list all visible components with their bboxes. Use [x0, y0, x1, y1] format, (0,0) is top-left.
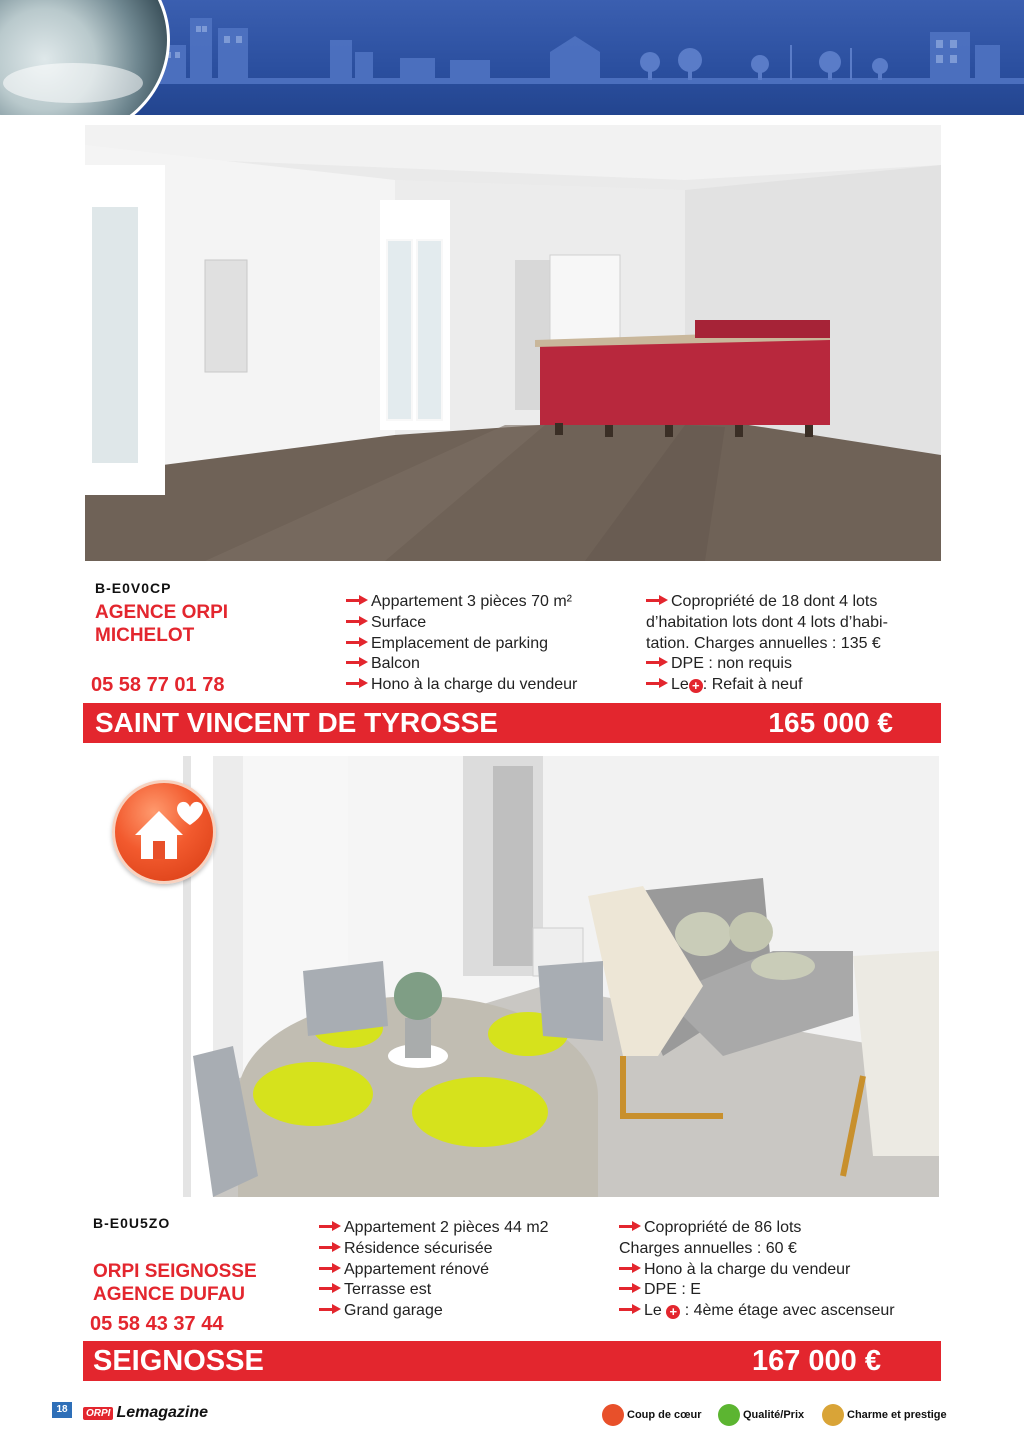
surf-wave-photo: [0, 0, 170, 115]
arrow-right-icon: [319, 1304, 341, 1314]
list-item: Terrasse est: [319, 1280, 549, 1301]
listing-1-price-bar: [83, 703, 941, 743]
list-item: Copropriété de 86 lots: [619, 1218, 895, 1239]
listing-2-features-left: [319, 1218, 549, 1322]
arrow-right-icon: [346, 595, 368, 605]
list-item: Emplacement de parking: [346, 634, 577, 655]
listing-2-agency-line-1: ORPI SEIGNOSSE: [93, 1261, 257, 1282]
list-item: Appartement 3 pièces 70 m²: [346, 592, 577, 613]
arrow-right-icon: [319, 1263, 341, 1273]
arrow-right-icon: [646, 595, 668, 605]
arrow-right-icon: [646, 657, 668, 667]
listing-1-phone[interactable]: 05 58 77 01 78: [91, 674, 225, 696]
list-item: Appartement rénové: [319, 1260, 549, 1281]
plus-icon: +: [689, 679, 703, 693]
arrow-right-icon: [619, 1304, 641, 1314]
list-item: d’habitation lots dont 4 lots d’habi-: [646, 613, 888, 631]
city-skyline-decoration: [150, 0, 1024, 115]
coup-de-coeur-badge: [112, 780, 216, 884]
listing-2-agency-line-2: AGENCE DUFAU: [93, 1284, 246, 1305]
magazine-logo: [83, 1404, 208, 1422]
list-item: tation. Charges annuelles : 135 €: [646, 634, 881, 652]
list-item: Balcon: [346, 654, 577, 675]
arrow-right-icon: [346, 678, 368, 688]
legend-coup-de-coeur: Coup de cœur: [602, 1404, 702, 1426]
list-item: Surface: [346, 613, 577, 634]
listing-2-price-bar: [83, 1341, 941, 1381]
page-number: 18: [52, 1402, 72, 1418]
listing-1-features-left: [346, 592, 577, 696]
list-item: Charges annuelles : 60 €: [619, 1239, 797, 1257]
list-item: Copropriété de 18 dont 4 lots: [646, 592, 888, 613]
header-banner: [0, 0, 1024, 115]
arrow-right-icon: [619, 1263, 641, 1273]
list-item: Appartement 2 pièces 44 m2: [319, 1218, 549, 1239]
listing-2-city: SEIGNOSSE: [93, 1344, 264, 1377]
list-item: Résidence sécurisée: [319, 1239, 549, 1260]
arrow-right-icon: [319, 1242, 341, 1252]
legend-charme-prestige: Charme et prestige: [822, 1404, 947, 1426]
listing-1-city: SAINT VINCENT DE TYROSSE: [95, 707, 498, 738]
listing-1-price: 165 000 €: [768, 707, 893, 738]
arrow-right-icon: [346, 637, 368, 647]
list-item: Hono à la charge du vendeur: [346, 675, 577, 696]
heart-house-icon: [602, 1404, 624, 1426]
listing-2-phone[interactable]: 05 58 43 37 44: [90, 1313, 224, 1335]
listing-1-features-right: [646, 592, 888, 696]
listing-1-agency: [95, 601, 228, 647]
list-item: Hono à la charge du vendeur: [619, 1260, 895, 1281]
listing-2-agency: [93, 1260, 257, 1306]
listing-1-agency-line-2: MICHELOT: [95, 625, 195, 646]
orpi-logo: ORPI: [83, 1407, 113, 1420]
list-item: Grand garage: [319, 1301, 549, 1322]
listing-1-agency-line-1: AGENCE ORPI: [95, 602, 229, 623]
charm-prestige-icon: [822, 1404, 844, 1426]
arrow-right-icon: [346, 657, 368, 667]
arrow-right-icon: [319, 1221, 341, 1231]
listing-2-features-right: [619, 1218, 895, 1322]
arrow-right-icon: [319, 1283, 341, 1293]
list-item: DPE : non requis: [646, 654, 888, 675]
legend-qualite-prix: Qualité/Prix: [718, 1404, 804, 1426]
listing-2-price: 167 000 €: [751, 1344, 881, 1377]
arrow-right-icon: [619, 1283, 641, 1293]
listing-2-reference: B-E0U5ZO: [93, 1215, 171, 1231]
plus-icon: +: [666, 1305, 680, 1319]
quality-price-icon: [718, 1404, 740, 1426]
listing-1-photo: [85, 125, 941, 561]
magazine-name: Lemagazine: [116, 1404, 209, 1421]
list-item: DPE : E: [619, 1280, 895, 1301]
arrow-right-icon: [646, 678, 668, 688]
listing-1-reference: B-E0V0CP: [95, 580, 172, 596]
arrow-right-icon: [619, 1221, 641, 1231]
house-heart-icon: [115, 783, 213, 881]
list-item: Le + : Refait à neuf: [646, 675, 888, 696]
arrow-right-icon: [346, 616, 368, 626]
list-item: Le + : 4ème étage avec ascenseur: [619, 1301, 895, 1322]
